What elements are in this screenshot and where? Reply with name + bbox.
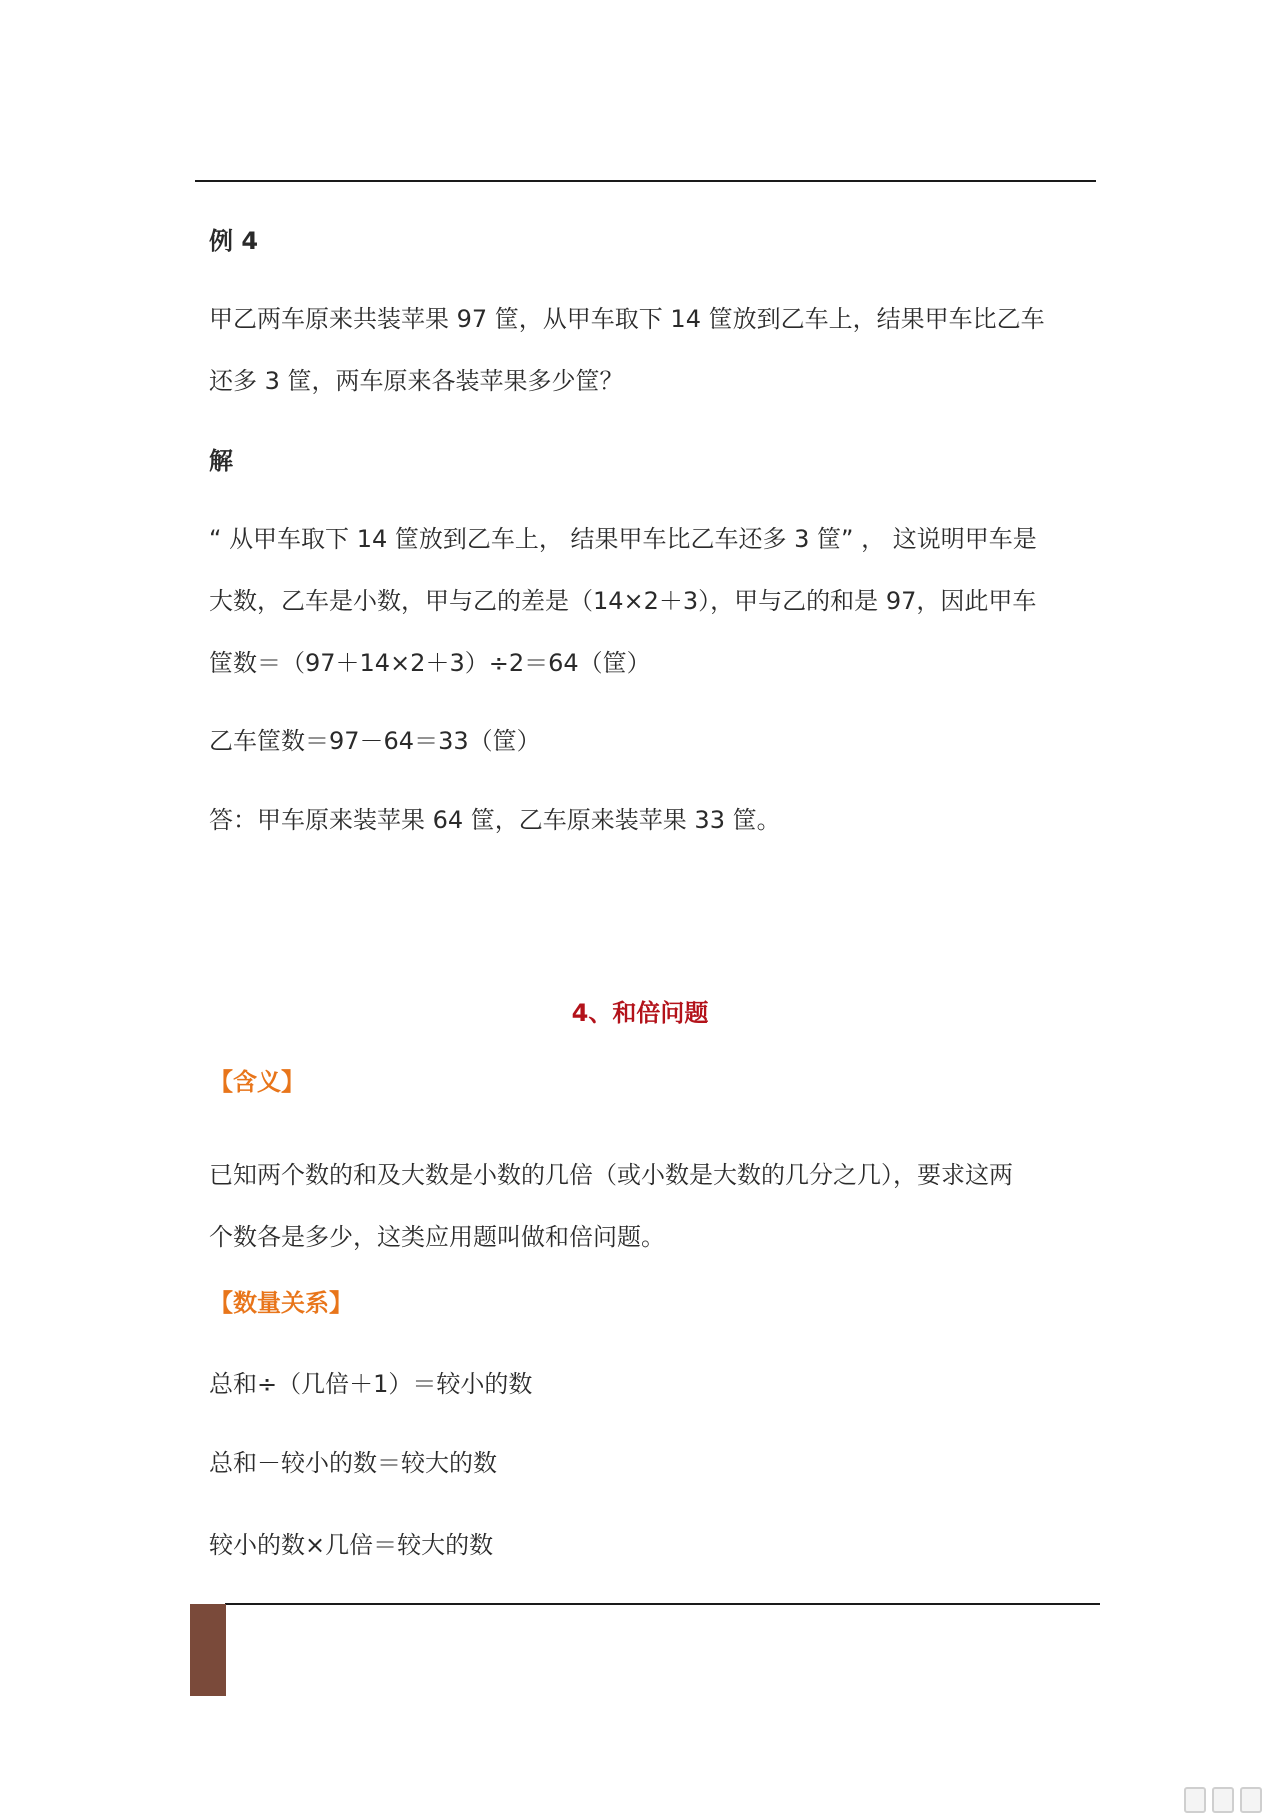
solution-line-2: 大数，乙车是小数，甲与乙的差是（14×2＋3），甲与乙的和是 97，因此甲车 xyxy=(209,587,1037,615)
solution-line-1: “ 从甲车取下 14 筐放到乙车上， 结果甲车比乙车还多 3 筐” ， 这说明甲车是 xyxy=(209,525,1037,553)
question-line-1: 甲乙两车原来共装苹果 97 筐，从甲车取下 14 筐放到乙车上，结果甲车比乙车 xyxy=(209,305,1045,333)
meaning-heading: 【含义】 xyxy=(209,1068,305,1096)
answer-line: 答：甲车原来装苹果 64 筐，乙车原来装苹果 33 筐。 xyxy=(209,806,781,834)
section-title: 4、和倍问题 xyxy=(571,999,709,1027)
watermark-mark-1 xyxy=(1184,1787,1206,1813)
relation-heading: 【数量关系】 xyxy=(209,1289,353,1317)
relation-2: 总和－较小的数＝较大的数 xyxy=(209,1449,497,1477)
watermark-mark-3 xyxy=(1240,1787,1262,1813)
relation-1: 总和÷（几倍＋1）＝较小的数 xyxy=(209,1370,533,1398)
solution-line-3: 筐数＝（97＋14×2＋3）÷2＝64（筐） xyxy=(209,649,651,677)
top-divider xyxy=(195,180,1096,182)
watermark-logo xyxy=(1184,1787,1262,1813)
watermark-mark-2 xyxy=(1212,1787,1234,1813)
question-line-2: 还多 3 筐，两车原来各装苹果多少筐？ xyxy=(209,367,624,395)
solution-label: 解 xyxy=(209,447,233,475)
meaning-line-2: 个数各是多少，这类应用题叫做和倍问题。 xyxy=(209,1223,665,1251)
solution-line-4: 乙车筐数＝97－64＝33（筐） xyxy=(209,727,541,755)
example-label: 例 4 xyxy=(209,227,259,255)
meaning-line-1: 已知两个数的和及大数是小数的几倍（或小数是大数的几分之几），要求这两 xyxy=(209,1161,1013,1189)
footer-color-block xyxy=(190,1604,226,1696)
relation-3: 较小的数×几倍＝较大的数 xyxy=(209,1531,494,1559)
bottom-divider xyxy=(225,1603,1100,1605)
